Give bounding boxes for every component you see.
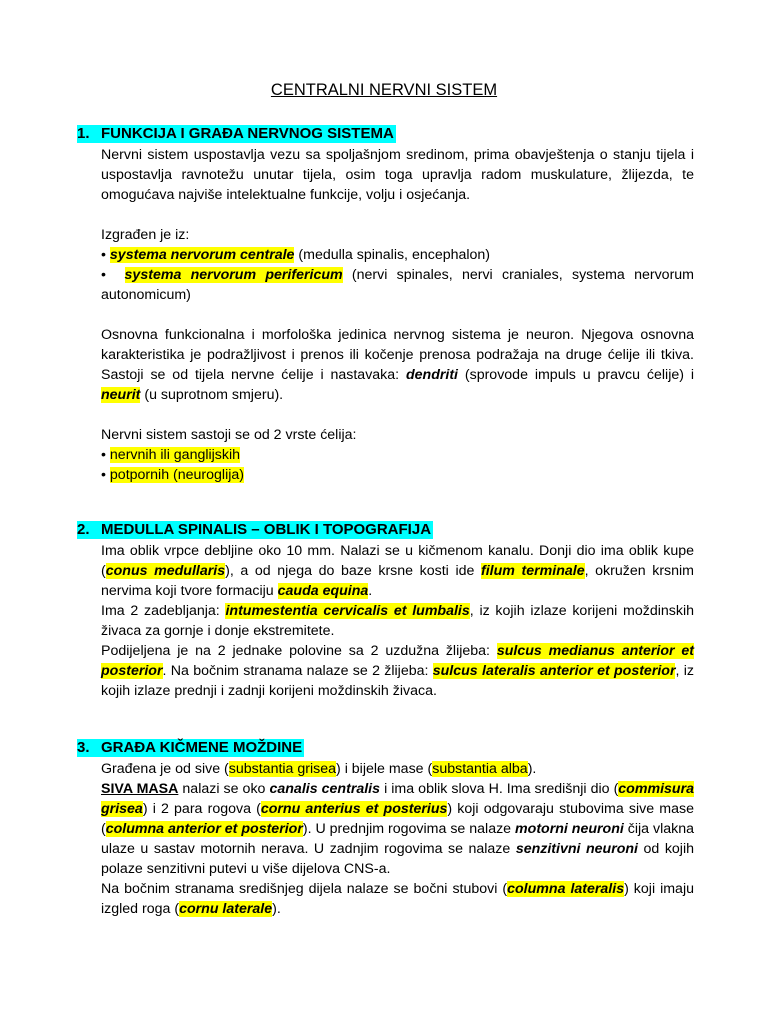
text: (sprovode impuls u pravcu ćelije) i <box>458 367 694 383</box>
paragraph <box>101 879 694 919</box>
bullet-item: • nervnih ili ganglijskih <box>101 447 241 463</box>
text: . <box>368 583 373 599</box>
text: nalazi se oko <box>178 781 270 797</box>
underlined-term: SIVA MASA <box>101 781 179 797</box>
term-highlight: columna lateralis <box>507 881 625 897</box>
heading-highlight <box>77 521 433 539</box>
section-title: FUNKCIJA I GRAĐA NERVNOG SISTEMA <box>101 125 394 142</box>
section-1-heading <box>77 124 396 144</box>
heading-highlight <box>77 739 304 757</box>
built-of-label: Izgrađen je iz: <box>101 227 190 243</box>
section-title: GRAĐA KIČMENE MOŽDINE <box>101 739 303 756</box>
text: Ima oblik vrpce debljine oko 10 mm. Nalazi se u kičmenom kanalu. Donji dio ima oblik kupe ( <box>101 543 694 579</box>
text: . Na bočnim stranama nalaze se 2 žlijeba: <box>162 663 433 679</box>
text: ) i 2 para rogova ( <box>142 801 261 817</box>
text: Ima 2 zadebljanja: <box>101 603 226 619</box>
section-1-body <box>101 145 694 485</box>
section-2-heading <box>77 520 433 540</box>
text: ) koji odgovaraju stubovima sive mase ( <box>101 801 694 837</box>
section-number: 3. <box>77 739 90 756</box>
text: , iz kojih izlaze korijeni moždinskih živaca za gornje i donje ekstremitete. <box>101 603 694 639</box>
term-highlight: systema nervorum perifericum <box>124 267 343 283</box>
term: canalis centralis <box>269 781 381 797</box>
page-title: CENTRALNI NERVNI SISTEM <box>270 81 498 99</box>
paragraph <box>101 541 694 601</box>
text: ). <box>527 761 537 777</box>
term: senzitivni neuroni <box>515 841 638 857</box>
paragraph <box>101 601 694 641</box>
text: Osnovna funkcionalna i morfološka jedinica nervnog sistema je neuron. Njegova osnovna karakteristika je podražljivost i prenos ili kočenje prenosa podražaja na druge ćelije ili tkiva. Sastoji se od tijela nervne ćelije i nastavaka: <box>101 327 694 383</box>
paragraph <box>101 641 694 701</box>
text: ) i bijele mase ( <box>336 761 433 777</box>
section-number: 1. <box>77 125 90 142</box>
section-number: 2. <box>77 521 90 538</box>
term-highlight: columna anterior et posterior <box>105 821 303 837</box>
text: ), a od njega do baze krsne kosti ide <box>225 563 481 579</box>
term-highlight: cornu laterale <box>179 901 273 917</box>
term-highlight: intumestentia cervicalis et lumbalis <box>225 603 470 619</box>
section-3-body <box>101 759 694 919</box>
text: ) koji imaju izgled roga ( <box>101 881 694 917</box>
term-highlight: conus medullaris <box>105 563 226 579</box>
text: , okružen krsnim nervima koji tvore formaciju <box>101 563 695 599</box>
text: , iz kojih izlaze prednji i zadnji korijeni moždinskih živaca. <box>101 663 694 699</box>
term-highlight: cauda equina <box>277 583 369 599</box>
cells-intro: Nervni sistem sastoji se od 2 vrste ćelija: <box>101 427 357 443</box>
term-highlight: cornu anterius et posterius <box>260 801 448 817</box>
text: čija vlakna ulaze u sastav motornih nerava. U zadnjim rogovima se nalaze <box>101 821 695 857</box>
text: Podijeljena je na 2 jednake polovine sa 2 uzdužna žlijeba: <box>101 643 497 659</box>
term: motorni neuroni <box>515 821 624 837</box>
term-highlight: sulcus lateralis anterior et posterior <box>432 663 676 679</box>
section-title: MEDULLA SPINALIS – OBLIK I TOPOGRAFIJA <box>101 521 432 538</box>
text: od kojih polaze senzitivni putevi u više dijelova CNS-a. <box>101 841 694 877</box>
term-highlight: substantia grisea <box>228 761 337 777</box>
text: ). <box>272 901 281 917</box>
term: dendriti <box>405 367 458 383</box>
term-highlight: neurit <box>101 387 141 403</box>
term-highlight: nervnih ili ganglijskih <box>109 447 241 463</box>
section-3-heading <box>77 738 304 758</box>
term-highlight: commisura grisea <box>101 781 694 817</box>
bullet-item: • systema nervorum centrale (medulla spinalis, encephalon) <box>101 247 491 263</box>
text: ). U prednjim rogovima se nalaze <box>302 821 516 837</box>
text: (u suprotnom smjeru). <box>140 387 284 403</box>
paragraph <box>101 759 694 779</box>
section-2-body <box>101 541 694 701</box>
term-highlight: substantia alba <box>432 761 528 777</box>
term-highlight: filum terminale <box>481 563 585 579</box>
term-highlight: potpornih (neuroglija) <box>109 467 244 483</box>
text: i ima oblik slova H. Ima središnji dio ( <box>380 781 619 797</box>
term-highlight: systema nervorum centrale <box>109 247 295 263</box>
paragraph <box>101 325 694 405</box>
paragraph <box>101 779 694 879</box>
heading-highlight <box>77 125 396 143</box>
paragraph: Nervni sistem uspostavlja vezu sa spoljašnjom sredinom, prima obavještenja o stanju tijela i uspostavlja ravnotežu unutar tijela, osim toga upravlja radom muskulature, žlijezda, te omogućava najviše intelektualne funkcije, volju i osjećanja. <box>101 147 694 203</box>
text: Građena je od sive ( <box>101 761 229 777</box>
bullet-item: • systema nervorum perifericum (nervi spinales, nervi craniales, systema nervorum autonomicum) <box>101 267 695 303</box>
bullet-text: (medulla spinalis, encephalon) <box>294 247 491 263</box>
bullet-text: (nervi spinales, nervi craniales, systema nervorum autonomicum) <box>101 267 695 303</box>
bullet-item: • potpornih (neuroglija) <box>101 467 244 483</box>
text: Na bočnim stranama središnjeg dijela nalaze se bočni stubovi ( <box>101 881 508 897</box>
term-highlight: sulcus medianus anterior et posterior <box>101 643 694 679</box>
